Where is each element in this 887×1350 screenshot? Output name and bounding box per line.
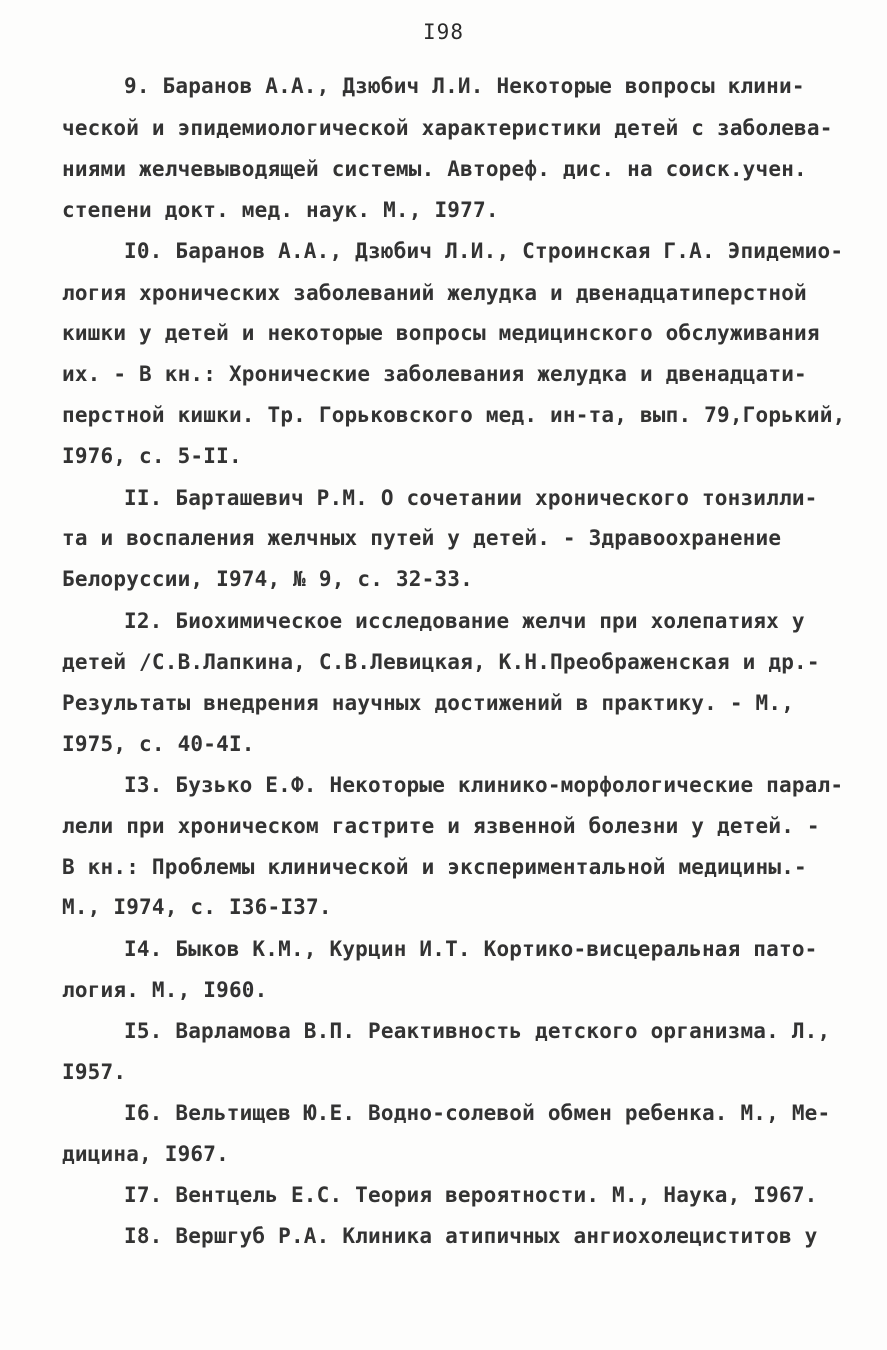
text-line: I7. Вентцель Е.С. Теория вероятности. М., Наука, I967. [124,1183,818,1207]
text-line: I2. Биохимическое исследование желчи при холепатиях у [124,609,805,633]
text-line: логия хронических заболеваний желудка и двенадцатиперстной [62,281,807,305]
text-line: I0. Баранов А.А., Дзюбич Л.И., Строинская Г.А. Эпидемио- [124,239,844,263]
text-line: Белоруссии, I974, № 9, с. 32-33. [62,567,473,591]
text-line: I3. Бузько Е.Ф. Некоторые клинико-морфологические парал- [124,773,844,797]
text-line: I5. Варламова В.П. Реактивность детского организма. Л., [124,1019,831,1043]
text-line: их. - В кн.: Хронические заболевания желудка и двенадцати- [62,362,807,386]
text-line: I8. Вершгуб Р.А. Клиника атипичных ангиохолециститов у [124,1224,818,1248]
text-line: Результаты внедрения научных достижений в практику. - М., [62,691,795,715]
text-line: степени докт. мед. наук. М., I977. [62,198,499,222]
text-line: I975, с. 40-4I. [62,732,255,756]
text-line: В кн.: Проблемы клинической и экспериментальной медицины.- [62,855,807,879]
text-line: лели при хроническом гастрите и язвенной болезни у детей. - [62,814,820,838]
page-number: I98 [423,20,464,44]
text-line: I6. Вельтищев Ю.Е. Водно-солевой обмен ребенка. М., Ме- [124,1101,831,1125]
text-line: кишки у детей и некоторые вопросы медицинского обслуживания [62,321,820,345]
text-line: М., I974, с. I36-I37. [62,895,332,919]
text-line: ниями желчевыводящей системы. Автореф. дис. на соиск.учен. [62,157,807,181]
text-line: логия. М., I960. [62,978,268,1002]
text-line: перстной кишки. Тр. Горьковского мед. ин-та, вып. 79,Горький, [62,403,846,427]
text-line: I957. [62,1060,127,1084]
text-line: 9. Баранов А.А., Дзюбич Л.И. Некоторые вопросы клини- [124,74,805,98]
text-line: II. Барташевич Р.М. О сочетании хронического тонзилли- [124,486,818,510]
text-line: ческой и эпидемиологической характеристики детей с заболева- [62,116,833,140]
text-line: I976, с. 5-II. [62,444,242,468]
text-line: та и воспаления желчных путей у детей. - Здравоохранение [62,526,782,550]
text-line: I4. Быков К.М., Курцин И.Т. Кортико-висцеральная пато- [124,937,818,961]
text-line: дицина, I967. [62,1142,229,1166]
text-line: детей /С.В.Лапкина, С.В.Левицкая, К.Н.Преображенская и др.- [62,650,820,674]
